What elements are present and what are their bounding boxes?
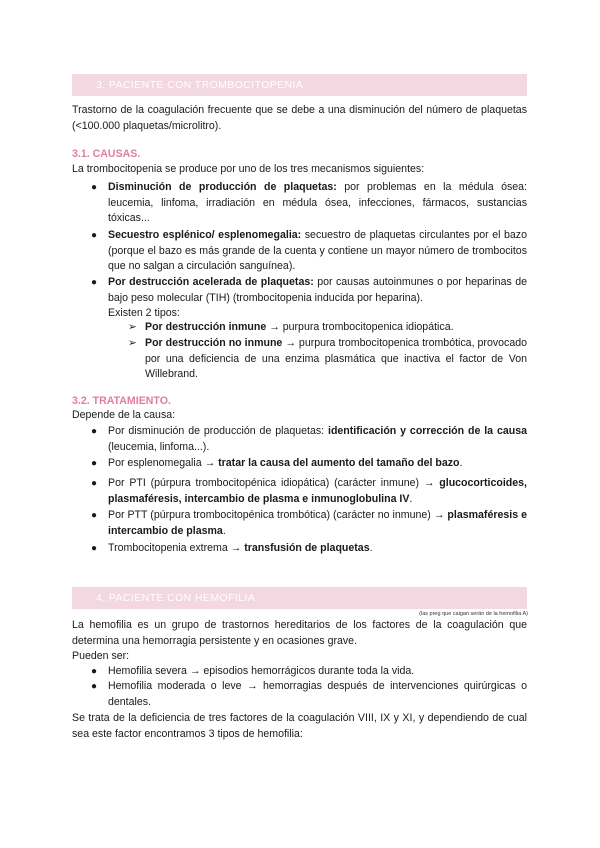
bullet-icon: ● xyxy=(91,510,98,521)
bullet-icon: ● xyxy=(91,277,98,288)
cause-item-3: Por destrucción acelerada de plaquetas: por causas autoinmunes o por heparinas de bajo peso molecular (TIH) (trombocitopenia inducida por heparina). xyxy=(108,276,528,304)
treatment-heading: 3.2. TRATAMIENTO. xyxy=(72,395,171,407)
cause-item-2: Secuestro esplénico/ esplenomegalia: secuestro de plaquetas circulantes por el bazo (porque el bazo es más grande de la cuenta y contiene un mayor número de trombocitos que no salgan a circulación sanguínea). xyxy=(108,229,527,272)
bullet-icon: ● xyxy=(91,666,98,677)
causes-intro: La trombocitopenia se produce por uno de los tres mecanismos siguientes: xyxy=(72,163,425,175)
bullet-icon: ● xyxy=(91,230,98,241)
bullet-icon: ● xyxy=(91,458,98,469)
subtype-item-2: Por destrucción no inmune → purpura trombocitopenica trombótica, provocado por una deficiencia de una enzima plasmática que inactiva el factor de Von Willebrand. xyxy=(145,337,527,380)
section-4-title: 4. PACIENTE CON HEMOFILIA xyxy=(72,587,527,609)
treatment-item-3: Por PTI (púrpura trombocitopénica idiopática) (carácter inmune) → glucocorticoides, plasmaféresis, intercambio de plasma e inmunoglobulina IV. xyxy=(108,477,527,505)
treatment-item-4: Por PTT (púrpura trombocitopénica trombótica) (carácter no inmune) → plasmaféresis e intercambio de plasma. xyxy=(108,509,527,537)
section-3-title: 3. PACIENTE CON TROMBOCITOPENIA xyxy=(72,74,527,96)
types-intro: Pueden ser: xyxy=(72,650,130,662)
bullet-icon: ● xyxy=(91,478,98,489)
subtype-item-1: Por destrucción inmune → purpura trombocitopenica idiopática. xyxy=(145,321,454,333)
arrow-bullet-icon: ➢ xyxy=(128,321,137,333)
causes-heading: 3.1. CAUSAS. xyxy=(72,148,141,160)
bullet-icon: ● xyxy=(91,543,98,554)
type-item-1: Hemofilia severa → episodios hemorrágicos durante toda la vida. xyxy=(108,665,415,677)
hemofilia-note: (las preg que caigan serán de la hemofilia A) xyxy=(419,611,528,617)
cause-item-3-extra: Existen 2 tipos: xyxy=(108,307,180,319)
arrow-bullet-icon: ➢ xyxy=(128,337,137,349)
section-3-intro: Trastorno de la coagulación frecuente que se debe a una disminución del número de plaquetas (<100.000 plaquetas/microlitro). xyxy=(72,104,527,132)
treatment-item-1: Por disminución de producción de plaquetas: identificación y corrección de la causa (leucemia, linfoma...). xyxy=(108,425,527,453)
cause-item-1: Disminución de producción de plaquetas: por problemas en la médula ósea: leucemia, linfoma, irradiación en médula ósea, infecciones, fármacos, sustancias tóxicas... xyxy=(108,181,527,224)
treatment-item-2: Por esplenomegalia → tratar la causa del aumento del tamaño del bazo. xyxy=(108,457,463,469)
section-4-intro: La hemofilia es un grupo de trastornos hereditarios de los factores de la coagulación que determina una hemorragia persistente y en ocasiones grave. xyxy=(72,619,527,647)
treatment-intro: Depende de la causa: xyxy=(72,409,176,421)
type-item-2: Hemofilia moderada o leve → hemorragias después de intervenciones quirúrgicas o dentales. xyxy=(108,680,527,708)
treatment-item-5: Trombocitopenia extrema → transfusión de plaquetas. xyxy=(108,542,373,554)
bullet-icon: ● xyxy=(91,426,98,437)
bullet-icon: ● xyxy=(91,681,98,692)
section-4-closing: Se trata de la deficiencia de tres factores de la coagulación VIII, IX y XI, y dependiendo de cual sea este factor encontramos 3 tipos de hemofilia: xyxy=(72,712,527,740)
bullet-icon: ● xyxy=(91,182,98,193)
